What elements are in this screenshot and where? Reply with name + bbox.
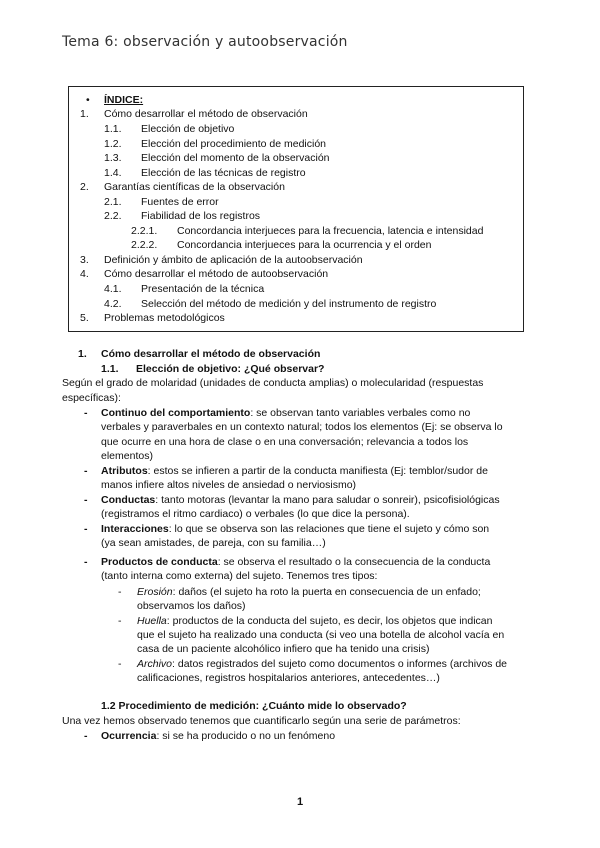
section-title: Cómo desarrollar el método de observación bbox=[101, 348, 321, 360]
definition: : si se ha producido o no un fenómeno bbox=[156, 730, 336, 742]
index-item-num: 2.2.2. bbox=[131, 239, 158, 251]
sub-dash-bullet: - bbox=[118, 658, 122, 670]
dash-bullet: - bbox=[84, 556, 88, 568]
sub-item-first-line bbox=[137, 657, 507, 672]
definition: : datos registrados del sujeto como documentos o informes (archivos de bbox=[172, 658, 508, 670]
dash-bullet: - bbox=[84, 523, 88, 535]
index-item-num: 1.2. bbox=[104, 138, 122, 150]
index-bullet: • bbox=[86, 94, 90, 106]
list-item-line: elementos) bbox=[101, 450, 153, 462]
term: Interacciones bbox=[101, 523, 169, 535]
list-item-line: (tanto interna como externa) del sujeto. Tenemos tres tipos: bbox=[101, 570, 378, 582]
intro-line: Según el grado de molaridad (unidades de conducta amplias) o molecularidad (respuestas bbox=[62, 377, 484, 389]
index-item: Garantías científicas de la observación bbox=[104, 181, 285, 193]
index-item-num: 3. bbox=[80, 254, 89, 266]
definition: : se observan tanto variables verbales como no bbox=[250, 407, 471, 419]
index-item: Elección del momento de la observación bbox=[141, 152, 330, 164]
index-item: Presentación de la técnica bbox=[141, 283, 265, 295]
sub-item-line: que el sujeto ha realizado una conducta (si veo una botella de alcohol vacía en bbox=[137, 629, 505, 641]
index-item-num: 2.1. bbox=[104, 196, 122, 208]
subsection-title: Elección de objetivo: ¿Qué observar? bbox=[136, 363, 325, 375]
subsection-title: 1.2 Procedimiento de medición: ¿Cuánto mide lo observado? bbox=[101, 700, 407, 712]
index-item: Concordancia interjueces para la frecuencia, latencia e intensidad bbox=[177, 225, 484, 237]
dash-bullet: - bbox=[84, 465, 88, 477]
term: Continuo del comportamiento bbox=[101, 407, 251, 419]
definition: : productos de la conducta del sujeto, es decir, los objetos que indican bbox=[166, 615, 493, 627]
index-item: Elección de objetivo bbox=[141, 123, 235, 135]
intro-line: Una vez hemos observado tenemos que cuantificarlo según una serie de parámetros: bbox=[62, 715, 461, 727]
term: Erosión bbox=[137, 586, 173, 598]
intro-line: específicas): bbox=[62, 392, 121, 404]
index-item: Cómo desarrollar el método de autoobservación bbox=[104, 268, 329, 280]
list-item-first-line bbox=[101, 493, 500, 508]
term: Conductas bbox=[101, 494, 156, 506]
list-item-line: que ocurre en una hora de clase o en una conversación; relevancia a todos los bbox=[101, 436, 469, 448]
list-item-line: verbales y paraverbales en un contexto natural; todos los elementos (Ej: se observa lo bbox=[101, 421, 503, 433]
index-item: Definición y ámbito de aplicación de la autoobservación bbox=[104, 254, 363, 266]
sub-item-line: observamos los daños) bbox=[137, 600, 246, 612]
page-number: 1 bbox=[296, 796, 304, 808]
document-title: Tema 6: observación y autoobservación bbox=[62, 34, 348, 50]
sub-item-line: casa de un paciente alcohólico infiero que ha tenido una crisis) bbox=[137, 643, 430, 655]
sub-item-first-line bbox=[137, 585, 481, 600]
index-item-num: 4.1. bbox=[104, 283, 122, 295]
term: Ocurrencia bbox=[101, 730, 157, 742]
index-item-num: 2. bbox=[80, 181, 89, 193]
index-box bbox=[68, 86, 524, 332]
list-item-line: (ya sean amistades, de pareja, con su familia…) bbox=[101, 537, 326, 549]
list-item-first-line bbox=[101, 729, 335, 744]
index-item-num: 1. bbox=[80, 108, 89, 120]
sub-dash-bullet: - bbox=[118, 615, 122, 627]
index-item-num: 2.2.1. bbox=[131, 225, 158, 237]
index-item: Elección del procedimiento de medición bbox=[141, 138, 327, 150]
list-item-first-line bbox=[101, 406, 470, 421]
index-item-num: 2.2. bbox=[104, 210, 122, 222]
term: Huella bbox=[137, 615, 167, 627]
index-item-num: 1.1. bbox=[104, 123, 122, 135]
index-item-num: 1.4. bbox=[104, 167, 122, 179]
index-item: Fiabilidad de los registros bbox=[141, 210, 261, 222]
definition: : se observa el resultado o la consecuencia de la conducta bbox=[217, 556, 491, 568]
index-item-num: 4. bbox=[80, 268, 89, 280]
list-item-first-line bbox=[101, 522, 489, 537]
index-item-num: 5. bbox=[80, 312, 89, 324]
definition: : daños (el sujeto ha roto la puerta en consecuencia de un enfado; bbox=[172, 586, 481, 598]
sub-item-line: calificaciones, registros hospitalarios anteriores, antecedentes…) bbox=[137, 672, 440, 684]
index-item: Concordancia interjueces para la ocurrencia y el orden bbox=[177, 239, 432, 251]
sub-dash-bullet: - bbox=[118, 586, 122, 598]
list-item-first-line bbox=[101, 555, 490, 570]
list-item-line: manos infiere altos niveles de ansiedad o nerviosismo) bbox=[101, 479, 357, 491]
index-heading: ÍNDICE: bbox=[104, 94, 144, 106]
index-item: Selección del método de medición y del instrumento de registro bbox=[141, 298, 437, 310]
subsection-number: 1.1. bbox=[101, 363, 119, 375]
index-item: Cómo desarrollar el método de observación bbox=[104, 108, 308, 120]
dash-bullet: - bbox=[84, 730, 88, 742]
index-item: Fuentes de error bbox=[141, 196, 219, 208]
definition: : estos se infieren a partir de la conducta manifiesta (Ej: temblor/sudor de bbox=[147, 465, 488, 477]
dash-bullet: - bbox=[84, 494, 88, 506]
index-item: Problemas metodológicos bbox=[104, 312, 225, 324]
definition: : tanto motoras (levantar la mano para saludar o sonreir), psicofisiológicas bbox=[155, 494, 500, 506]
index-item-num: 1.3. bbox=[104, 152, 122, 164]
list-item-first-line bbox=[101, 464, 488, 479]
term: Productos de conducta bbox=[101, 556, 218, 568]
dash-bullet: - bbox=[84, 407, 88, 419]
definition: : lo que se observa son las relaciones que tiene el sujeto y cómo son bbox=[168, 523, 490, 535]
term: Archivo bbox=[137, 658, 173, 670]
index-item: Elección de las técnicas de registro bbox=[141, 167, 306, 179]
sub-item-first-line bbox=[137, 614, 493, 629]
term: Atributos bbox=[101, 465, 148, 477]
list-item-line: (registramos el ritmo cardiaco) o verbales (lo que dice la persona). bbox=[101, 508, 410, 520]
index-item-num: 4.2. bbox=[104, 298, 122, 310]
section-number: 1. bbox=[78, 348, 87, 360]
